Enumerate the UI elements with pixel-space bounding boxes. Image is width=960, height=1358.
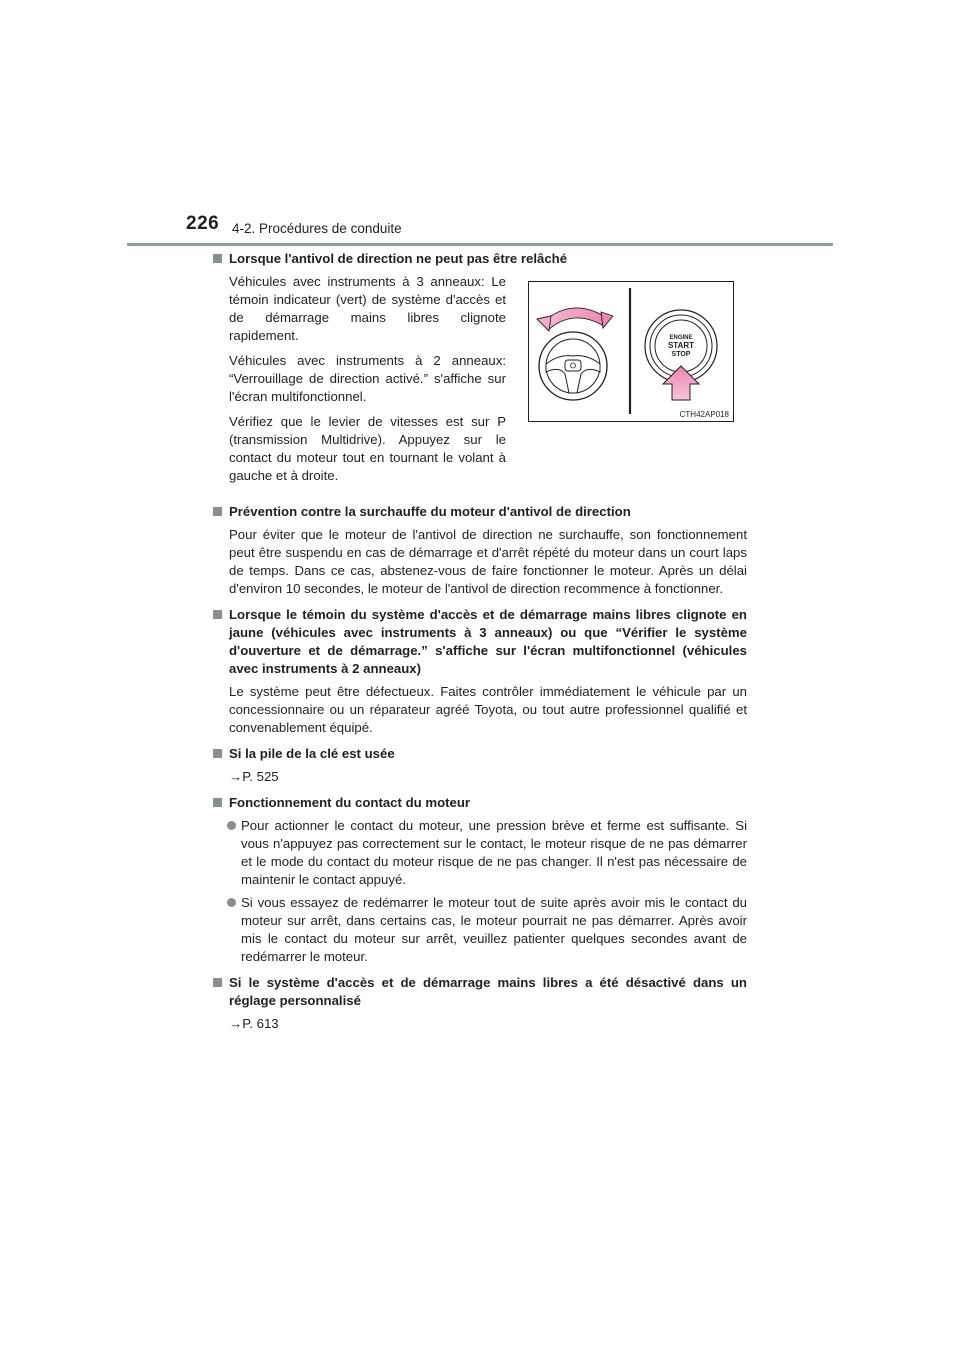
button-line-engine: ENGINE <box>669 335 693 341</box>
paragraph: Véhicules avec instruments à 2 anneaux: “Verrouillage de direction activé.” s'affiche sur l'écran multifonctionnel. <box>229 353 506 404</box>
section-heading <box>213 974 747 1010</box>
square-bullet-icon <box>213 507 222 516</box>
section-custom-setting <box>213 974 747 1033</box>
section-heading-text: Fonctionnement du contact du moteur <box>229 795 471 810</box>
square-bullet-icon <box>213 610 222 619</box>
section-heading <box>213 794 747 812</box>
square-bullet-icon <box>213 978 222 987</box>
section-heading-text: Lorsque l'antivol de direction ne peut pas être relâché <box>229 251 568 266</box>
bullet-text: Pour actionner le contact du moteur, une pression brève et ferme est suffisante. Si vous n'appuyez pas correctement sur le contact, le moteur risque de ne pas démarrer et le mode du contact du moteur risque de ne pas changer. Il n'est pas nécessaire de maintenir le contact appuyé. <box>241 818 747 887</box>
page-reference-link[interactable]: →P. 525 <box>229 769 279 784</box>
round-bullet-icon <box>227 821 236 830</box>
section-heading-text: Si le système d'accès et de démarrage mains libres a été désactivé dans un réglage personnalisé <box>229 975 747 1008</box>
section-heading-text: Prévention contre la surchauffe du moteur d'antivol de direction <box>229 504 631 519</box>
illustration-svg <box>529 282 733 421</box>
section-overheat-prevention <box>213 503 747 598</box>
chapter-title: 4-2. Procédures de conduite <box>232 221 402 236</box>
bullet-item <box>213 894 747 966</box>
button-line-stop: STOP <box>671 351 691 358</box>
section-body: Pour éviter que le moteur de l'antivol de direction ne surchauffe, son fonctionnement peut être suspendu en cas de démarrage et d'arrêt répété du moteur dans un court laps de temps. Dans ce cas, abstenez-vous de faire fonctionner le moteur. Après un délai d'environ 10 secondes, le moteur de l'antivol de direction recommence à fonctionner. <box>229 527 747 596</box>
section-key-battery <box>213 745 747 786</box>
section-heading <box>213 606 747 678</box>
page-reference-link[interactable]: →P. 613 <box>229 1016 279 1031</box>
section-indicator-flashing <box>213 606 747 737</box>
square-bullet-icon <box>213 798 222 807</box>
bullet-text: Si vous essayez de redémarrer le moteur tout de suite après avoir mis le contact du moteur sur arrêt, dans certains cas, le moteur pourrait ne pas démarrer. Après avoir mis le contact du moteur sur arrêt, veuillez patienter quelques secondes avant de redémarrer le moteur. <box>241 895 747 964</box>
page-number: 226 <box>186 213 220 234</box>
section-heading <box>213 745 747 763</box>
bullet-item <box>213 817 747 889</box>
square-bullet-icon <box>213 254 222 263</box>
header-divider <box>127 243 833 246</box>
section-body: Le système peut être défectueux. Faites contrôler immédiatement le véhicule par un concessionnaire ou un réparateur agréé Toyota, ou tout autre professionnel qualifié et convenablement équipé. <box>229 684 747 735</box>
steering-wheel-icon <box>539 332 607 400</box>
square-bullet-icon <box>213 749 222 758</box>
round-bullet-icon <box>227 898 236 907</box>
text-with-figure <box>213 273 747 495</box>
steering-and-start-button-illustration <box>528 281 734 422</box>
page-content <box>213 250 747 1033</box>
figure-code: CTH42AP018 <box>679 410 729 419</box>
paragraph: Véhicules avec instruments à 3 anneaux: Le témoin indicateur (vert) de système d'accès et de démarrage mains libres clignote rapidement. <box>229 274 506 343</box>
section-heading-text: Lorsque le témoin du système d'accès et de démarrage mains libres clignote en jaune (véhicules avec instruments à 3 anneaux) ou que “Vérifier le système d'ouverture et de démarrage.” s'affiche sur l'écran multifonctionnel (véhicules avec instruments à 2 anneaux) <box>229 607 747 676</box>
text-column <box>229 273 506 492</box>
section-heading <box>213 250 747 268</box>
section-heading-text: Si la pile de la clé est usée <box>229 746 395 761</box>
button-line-start: START <box>667 341 695 350</box>
section-engine-switch <box>213 794 747 966</box>
paragraph: Vérifiez que le levier de vitesses est sur P (transmission Multidrive). Appuyez sur le contact du moteur tout en tournant le volant à gauche et à droite. <box>229 414 506 483</box>
section-heading <box>213 503 747 521</box>
rotate-arrows-icon <box>537 308 613 331</box>
section-steering-lock <box>213 250 747 495</box>
